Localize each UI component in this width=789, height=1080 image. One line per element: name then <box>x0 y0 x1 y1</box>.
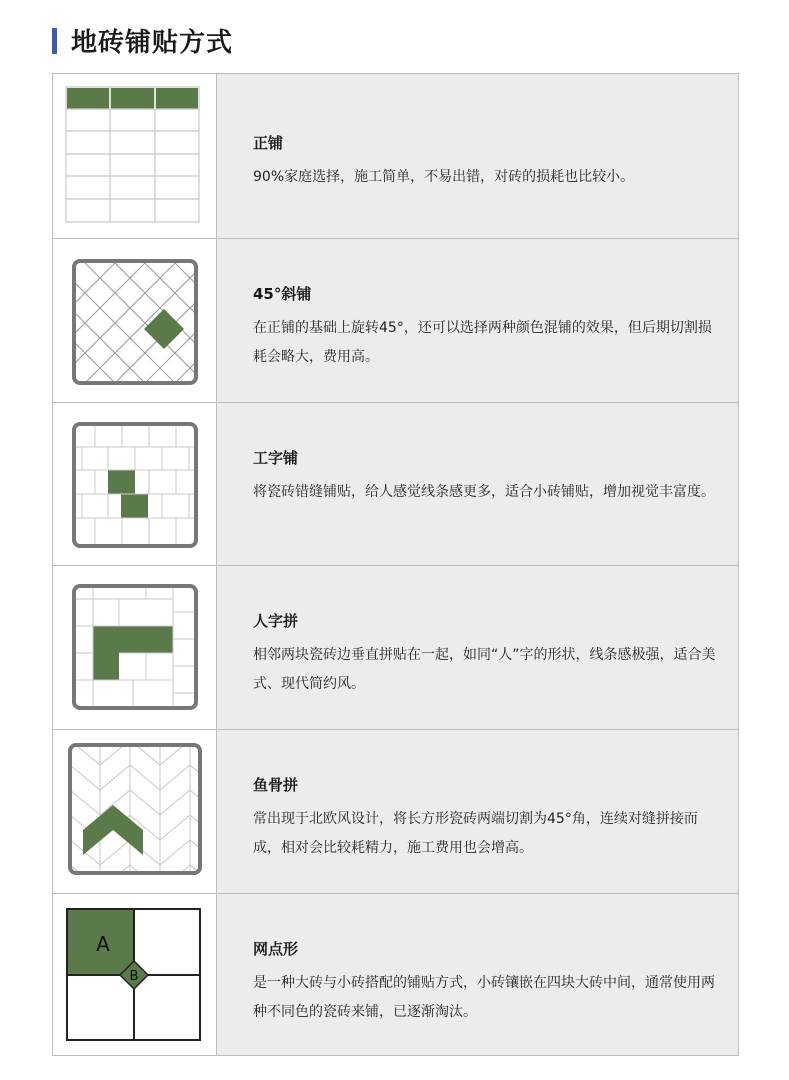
page-title: 地砖铺贴方式 <box>71 28 234 58</box>
pattern-row-herringbone <box>53 566 738 730</box>
pattern-row-fishbone <box>53 730 738 894</box>
pattern-desc: 在正铺的基础上旋转45°，还可以选择两种颜色混铺的效果，但后期切割损耗会略大，费用高。 <box>253 320 712 365</box>
pattern-text <box>253 774 718 863</box>
straight-lay-diagram <box>53 74 217 238</box>
diagonal-lay-diagram <box>53 239 217 403</box>
pattern-image-cell <box>53 403 217 565</box>
pattern-text <box>253 610 718 699</box>
running-bond-diagram <box>53 403 217 567</box>
pattern-image-cell <box>53 74 217 238</box>
pattern-name: 人字拼 <box>253 612 299 630</box>
pattern-name: 鱼骨拼 <box>253 776 299 794</box>
pattern-text <box>253 938 718 1027</box>
herringbone-diagram <box>53 566 217 730</box>
pattern-image-cell <box>53 566 217 729</box>
pattern-desc: 是一种大砖与小砖搭配的铺贴方式，小砖镶嵌在四块大砖中间，通常使用两种不同色的瓷砖来铺，已逐渐淘汰。 <box>253 975 715 1020</box>
pattern-name: 正铺 <box>253 134 284 152</box>
pattern-image-cell <box>53 239 217 402</box>
pattern-table <box>52 73 739 1056</box>
tile-label-b: B <box>129 969 139 984</box>
pattern-row-running-bond <box>53 403 738 566</box>
pattern-desc: 常出现于北欧风设计，将长方形瓷砖两端切割为45°角，连续对缝拼接而成，相对会比较耗精力，施工费用也会增高。 <box>253 811 698 856</box>
pattern-image-cell <box>53 894 217 1055</box>
fishbone-diagram <box>53 730 217 894</box>
pattern-text <box>253 447 718 507</box>
pattern-image-cell <box>53 730 217 893</box>
pattern-row-straight <box>53 74 738 239</box>
tile-label-a: A <box>96 932 110 956</box>
pattern-desc: 相邻两块瓷砖边垂直拼贴在一起，如同“人”字的形状，线条感极强，适合美式、现代简约风。 <box>253 647 716 692</box>
pattern-name: 网点形 <box>253 940 299 958</box>
pattern-name: 45°斜铺 <box>253 285 312 303</box>
pattern-row-diagonal <box>53 239 738 403</box>
pattern-name: 工字铺 <box>253 449 299 467</box>
pattern-row-dot <box>53 894 738 1055</box>
dot-pattern-diagram <box>53 894 217 1055</box>
pattern-desc: 将瓷砖错缝铺贴，给人感觉线条感更多，适合小砖铺贴，增加视觉丰富度。 <box>253 484 715 500</box>
title-accent-bar <box>52 28 57 54</box>
pattern-desc: 90%家庭选择，施工简单，不易出错，对砖的损耗也比较小。 <box>253 169 635 185</box>
pattern-text <box>253 283 718 372</box>
pattern-text <box>253 132 718 192</box>
